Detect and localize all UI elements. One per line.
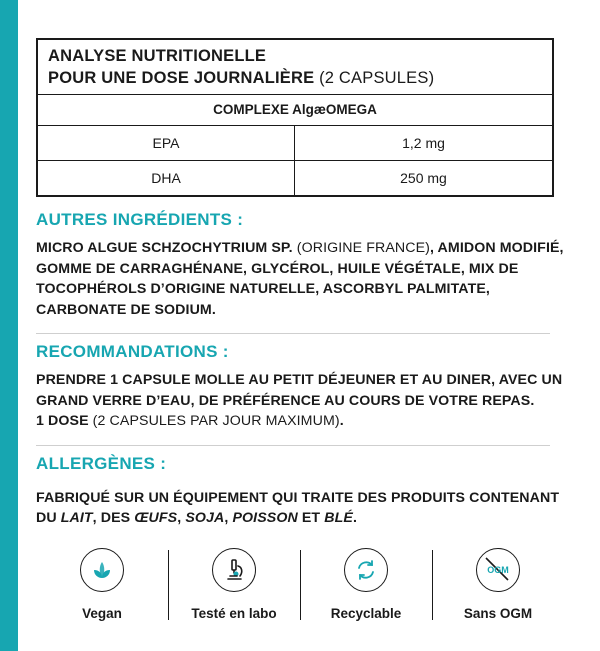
- complex-label: COMPLEXE AlgæOMEGA: [38, 95, 552, 126]
- table-row: [38, 126, 552, 160]
- allergens-text: [36, 488, 564, 529]
- nutrient-value: 250 mg: [400, 170, 447, 186]
- allergens-sep: ET: [297, 510, 325, 526]
- allergen-lait: LAIT: [60, 510, 93, 526]
- allergens-sep: ,: [224, 510, 233, 526]
- title-dose-light: (2 CAPSULES): [314, 69, 435, 87]
- microscope-icon: [212, 548, 256, 592]
- badge-label: Vegan: [82, 606, 122, 621]
- badge-label: Recyclable: [330, 606, 402, 621]
- allergens-sep: ,: [177, 510, 186, 526]
- badge-vegan: [36, 544, 168, 624]
- badge-recyclable: [300, 544, 432, 624]
- allergens-title: ALLERGÈNES :: [36, 453, 167, 473]
- ingredient-rest: , AMIDON MODIFIÉ, GOMME DE CARRAGHÉNANE, GLYCÉROL, HUILE VÉGÉTALE, MIX DE TOCOPHÉROLS D’ORIGINE NATURELLE, ASCORBYL PALMITATE, CARBONATE DE SODIUM.: [36, 240, 564, 318]
- dose-bold: 1 DOSE: [36, 413, 89, 429]
- allergen-soja: SOJA: [185, 510, 225, 526]
- leaf-icon: [80, 548, 124, 592]
- badge-no-gmo: [432, 544, 564, 624]
- dose-end: .: [339, 413, 344, 429]
- nutrient-value: 1,2 mg: [402, 135, 445, 151]
- allergen-ble: BLÉ: [324, 510, 353, 526]
- no-gmo-icon: [476, 548, 520, 592]
- recycle-icon: [344, 548, 388, 592]
- recommendations-title: RECOMMANDATIONS :: [36, 342, 229, 361]
- ingredient-main: MICRO ALGUE SCHZOCHYTRIUM SP.: [36, 240, 293, 256]
- allergens-sep: , DES: [92, 510, 135, 526]
- nutrition-title-line1: ANALYSE NUTRITIONELLE: [48, 47, 267, 65]
- allergens-intro: FABRIQUÉ SUR UN ÉQUIPEMENT QUI TRAITE DES PRODUITS CONTENANT DU: [36, 489, 560, 526]
- gmo-text: OGM: [487, 565, 509, 575]
- accent-side-bar: [0, 0, 18, 651]
- nutrient-name: DHA: [38, 161, 295, 195]
- nutrition-table: [36, 38, 554, 197]
- label-content: [36, 38, 564, 529]
- allergens-end: .: [352, 510, 357, 526]
- nutrient-name: EPA: [38, 126, 295, 160]
- title-dose-bold: POUR UNE DOSE JOURNALIÈRE: [48, 69, 315, 87]
- ingredients-text: [36, 238, 564, 320]
- table-row: [38, 160, 552, 195]
- ingredients-title: AUTRES INGRÉDIENTS :: [36, 210, 244, 229]
- badge-label: Sans OGM: [463, 606, 533, 621]
- recommendations-text: [36, 370, 564, 432]
- dose-light: (2 CAPSULES PAR JOUR MAXIMUM): [88, 413, 340, 429]
- recommendation-main: PRENDRE 1 CAPSULE MOLLE AU PETIT DÉJEUNER ET AU DINER, AVEC UN GRAND VERRE D’EAU, DE PRÉFÉRENCE AU COURS DE VOTRE REPAS.: [36, 372, 563, 409]
- badge-lab-tested: [168, 544, 300, 624]
- allergen-oeufs: ŒUFS: [134, 510, 178, 526]
- badge-row: [36, 544, 564, 624]
- nutrition-title: [38, 40, 552, 95]
- allergen-poisson: POISSON: [232, 510, 298, 526]
- badge-label: Testé en labo: [191, 606, 277, 621]
- nutrition-title-line2: [48, 67, 542, 89]
- ingredient-origin: (ORIGINE FRANCE): [292, 240, 430, 256]
